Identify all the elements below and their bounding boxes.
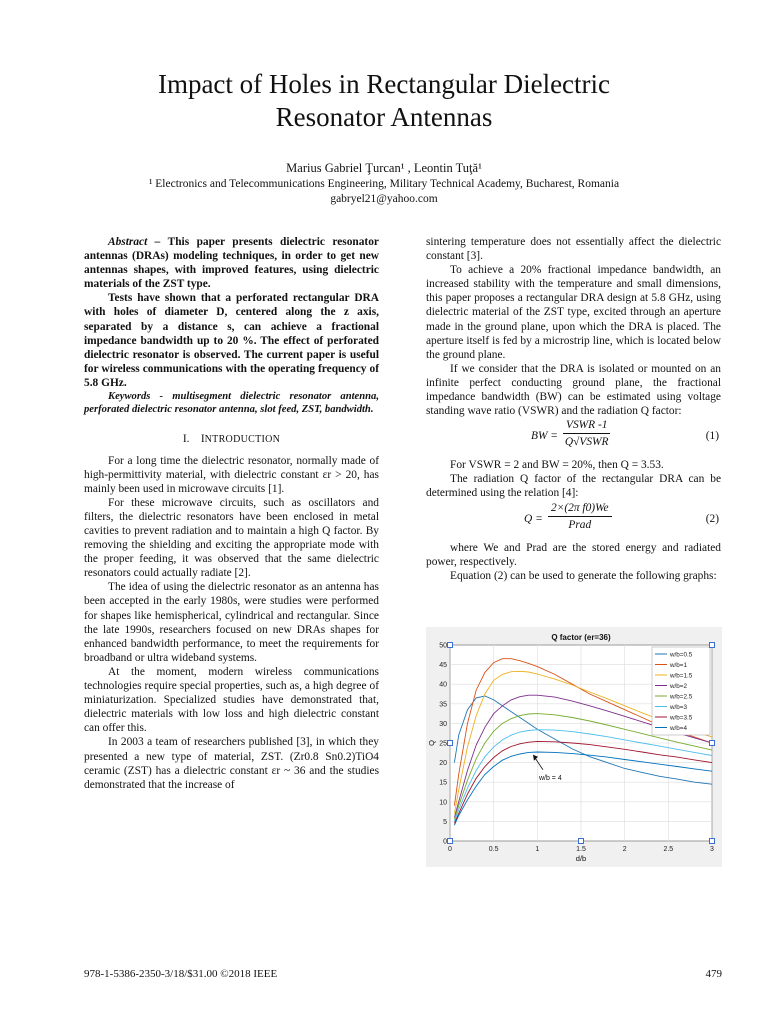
y-tick-label: 25: [439, 740, 447, 748]
selection-handle: [448, 741, 453, 746]
keywords-text: Keywords - multisegment dielectric resonator antenna, perforated dielectric resonator antenna, slot feed, ZST, bandwidth.: [84, 391, 379, 416]
y-tick-label: 35: [439, 701, 447, 709]
eq2-lhs: Q =: [524, 512, 543, 525]
x-tick-label: 1.5: [576, 846, 586, 853]
keywords: [84, 390, 379, 416]
intro-paragraph-5: In 2003 a team of researchers published [3], in which they presented a new type of material, ZST. (Zr0.8 Sn0.2)TiO4 ceramic (ZST) has a dielectric constant εr ~ 36 and the studies demonstrated that the increase of: [84, 736, 379, 791]
equation-1: [426, 418, 721, 458]
eq1-numerator: VSWR -1: [563, 418, 610, 434]
x-tick-label: 0: [448, 846, 452, 853]
right-paragraph-7: Equation (2) can be used to generate the following graphs:: [450, 569, 717, 582]
y-tick-label: 45: [439, 662, 447, 670]
section-initial: I: [200, 433, 205, 446]
chart-svg: [426, 627, 722, 867]
right-paragraph-6: where We and Prad are the stored energy and radiated power, respectively.: [426, 541, 721, 568]
page-number: 479: [705, 968, 722, 980]
y-tick-label: 50: [439, 642, 447, 650]
section-heading-introduction: [84, 432, 379, 447]
footer-copyright: 978-1-5386-2350-3/18/$31.00 ©2018 IEEE: [84, 968, 278, 980]
q-factor-chart: [426, 627, 722, 867]
right-paragraph-1: sintering temperature does not essentially affect the dielectric constant [3].: [426, 236, 721, 263]
legend-entry: w/b=2.5: [670, 693, 693, 701]
selection-handle: [448, 643, 453, 648]
eq2-denominator: Prad: [568, 518, 592, 531]
eq2-number: (2): [705, 512, 719, 525]
legend-box: [652, 647, 710, 735]
intro-paragraph-2: For these microwave circuits, such as oscillators and filters, the dielectric resonators have been enclosed in metal cavities to prevent radiation and to maintain a high Q factor. By removing the shielding and exciting the appropriate mode with the proper feeding, it was observed that the same dielectric resonators could actually radiate [2].: [84, 496, 379, 580]
right-paragraph-2: To achieve a 20% fractional impedance bandwidth, an increased stability with the temperature and small dimensions, this paper proposes a rectangular DRA design at 5.8 GHz, using dielectric material of the ZST type, excited through an aperture made in the ground plane, upon which the DRA is placed. The aperture itself is fed by a microstrip line, which is located below the ground plane.: [426, 264, 721, 361]
right-paragraph-4: For VSWR = 2 and BW = 20%, then Q = 3.53.: [450, 459, 664, 472]
right-paragraph-5: The radiation Q factor of the rectangular DRA can be determined using the relation [4]:: [426, 473, 721, 500]
chart-title: Q factor (er=36): [551, 633, 611, 642]
x-axis-label: d/b: [575, 854, 587, 863]
selection-handle: [710, 741, 715, 746]
right-paragraph-3: If we consider that the DRA is isolated or mounted on an infinite perfect conducting ground plane, the fractional impedance bandwidth (BW) can be estimated using voltage standing wave ratio (VSWR) and the radiation Q factor:: [426, 362, 721, 418]
intro-paragraph-4: At the moment, modern wireless communications technologies require special properties, such as, a high degree of miniaturization. Specialized studies have demonstrated that, dielectric materials with low loss and high dielectric constant can offer this.: [84, 665, 379, 735]
left-column: [84, 235, 379, 792]
intro-paragraph-3: The idea of using the dielectric resonator as an antenna has been accepted in the early 1980s, were studies were performed for shapes like hemispherical, cylindrical and rectangular. Since the late 1990s, researchers focused on new DRAs shapes for enhanced bandwidth performance, to meet the requirements for broadband or ultra wideband systems.: [84, 581, 379, 664]
legend-entry: w/b=3: [670, 703, 687, 711]
selection-handle: [710, 839, 715, 844]
y-tick-label: 15: [439, 779, 447, 787]
selection-handle: [448, 839, 453, 844]
eq1-number: (1): [705, 430, 719, 443]
section-rest: NTRODUCTION: [204, 434, 281, 446]
eq1-lhs: BW =: [531, 430, 558, 443]
eq1-denominator: Q√VSWR: [564, 436, 609, 449]
right-column: [426, 235, 721, 583]
y-tick-label: 20: [439, 760, 447, 768]
abstract-paragraph-1: [84, 235, 379, 291]
equation-2: [426, 501, 721, 541]
y-tick-label: 40: [439, 681, 447, 689]
abstract: [84, 235, 379, 390]
y-tick-label: 10: [439, 799, 447, 807]
selection-handle: [710, 643, 715, 648]
legend-entry: w/b=3.5: [670, 714, 693, 722]
x-tick-label: 2: [622, 846, 627, 853]
affiliation: ¹ Electronics and Telecommunications Engineering, Military Technical Academy, Bucharest, Romania: [148, 178, 620, 190]
eq2-numerator: 2×(2π f0)We: [548, 501, 612, 517]
legend-entry: w/b=1: [670, 661, 687, 669]
y-tick-label: 30: [439, 720, 447, 728]
title-line-1: Impact of Holes in Rectangular Dielectric: [157, 69, 611, 99]
author-email: gabryel21@yahoo.com: [330, 193, 438, 205]
abstract-paragraph-2: Tests have shown that a perforated rectangular DRA with holes of diameter D, centered along the z axis, separated by a distance s, can achieve a fractional impedance bandwidth up to 20 %. The effect of perforated dielectric resonator is observed. The current paper is useful for wireless communications with the operating frequency of 5.8 GHz.: [84, 292, 379, 389]
legend-entry: w/b=4: [670, 724, 687, 732]
paper-title: [0, 68, 768, 134]
y-tick-label: 0: [443, 838, 447, 846]
legend-entry: w/b=0.5: [670, 651, 693, 659]
section-number: I.: [182, 433, 190, 446]
annotation-label: w/b = 4: [538, 774, 562, 782]
x-tick-label: 0.5: [488, 846, 499, 853]
legend-entry: w/b=1.5: [670, 672, 693, 680]
title-line-2: Resonator Antennas: [275, 102, 493, 132]
y-tick-label: 5: [443, 818, 447, 826]
abstract-lead: Abstract –: [108, 236, 161, 248]
selection-handle: [579, 839, 584, 844]
y-axis-label: Q: [427, 740, 436, 746]
x-tick-label: 2.5: [663, 846, 674, 853]
intro-paragraph-1: For a long time the dielectric resonator, normally made of high-permittivity material, with dielectric constant εr > 20, has mainly been used in microwave circuits [1].: [84, 454, 379, 495]
x-tick-label: 1: [535, 846, 540, 853]
abstract-text-1: This paper presents dielectric resonator antennas (DRAs) modeling techniques, in order to get new antennas shapes, with improved features, using dielectric materials of the ZST type.: [84, 236, 379, 291]
x-tick-label: 3: [710, 846, 714, 853]
authors: Marius Gabriel Ţurcan¹ , Leontin Tuţă¹: [286, 161, 482, 175]
legend-entry: w/b=2: [670, 682, 687, 690]
eq2-fraction: [548, 501, 612, 534]
eq1-fraction: [563, 418, 610, 451]
